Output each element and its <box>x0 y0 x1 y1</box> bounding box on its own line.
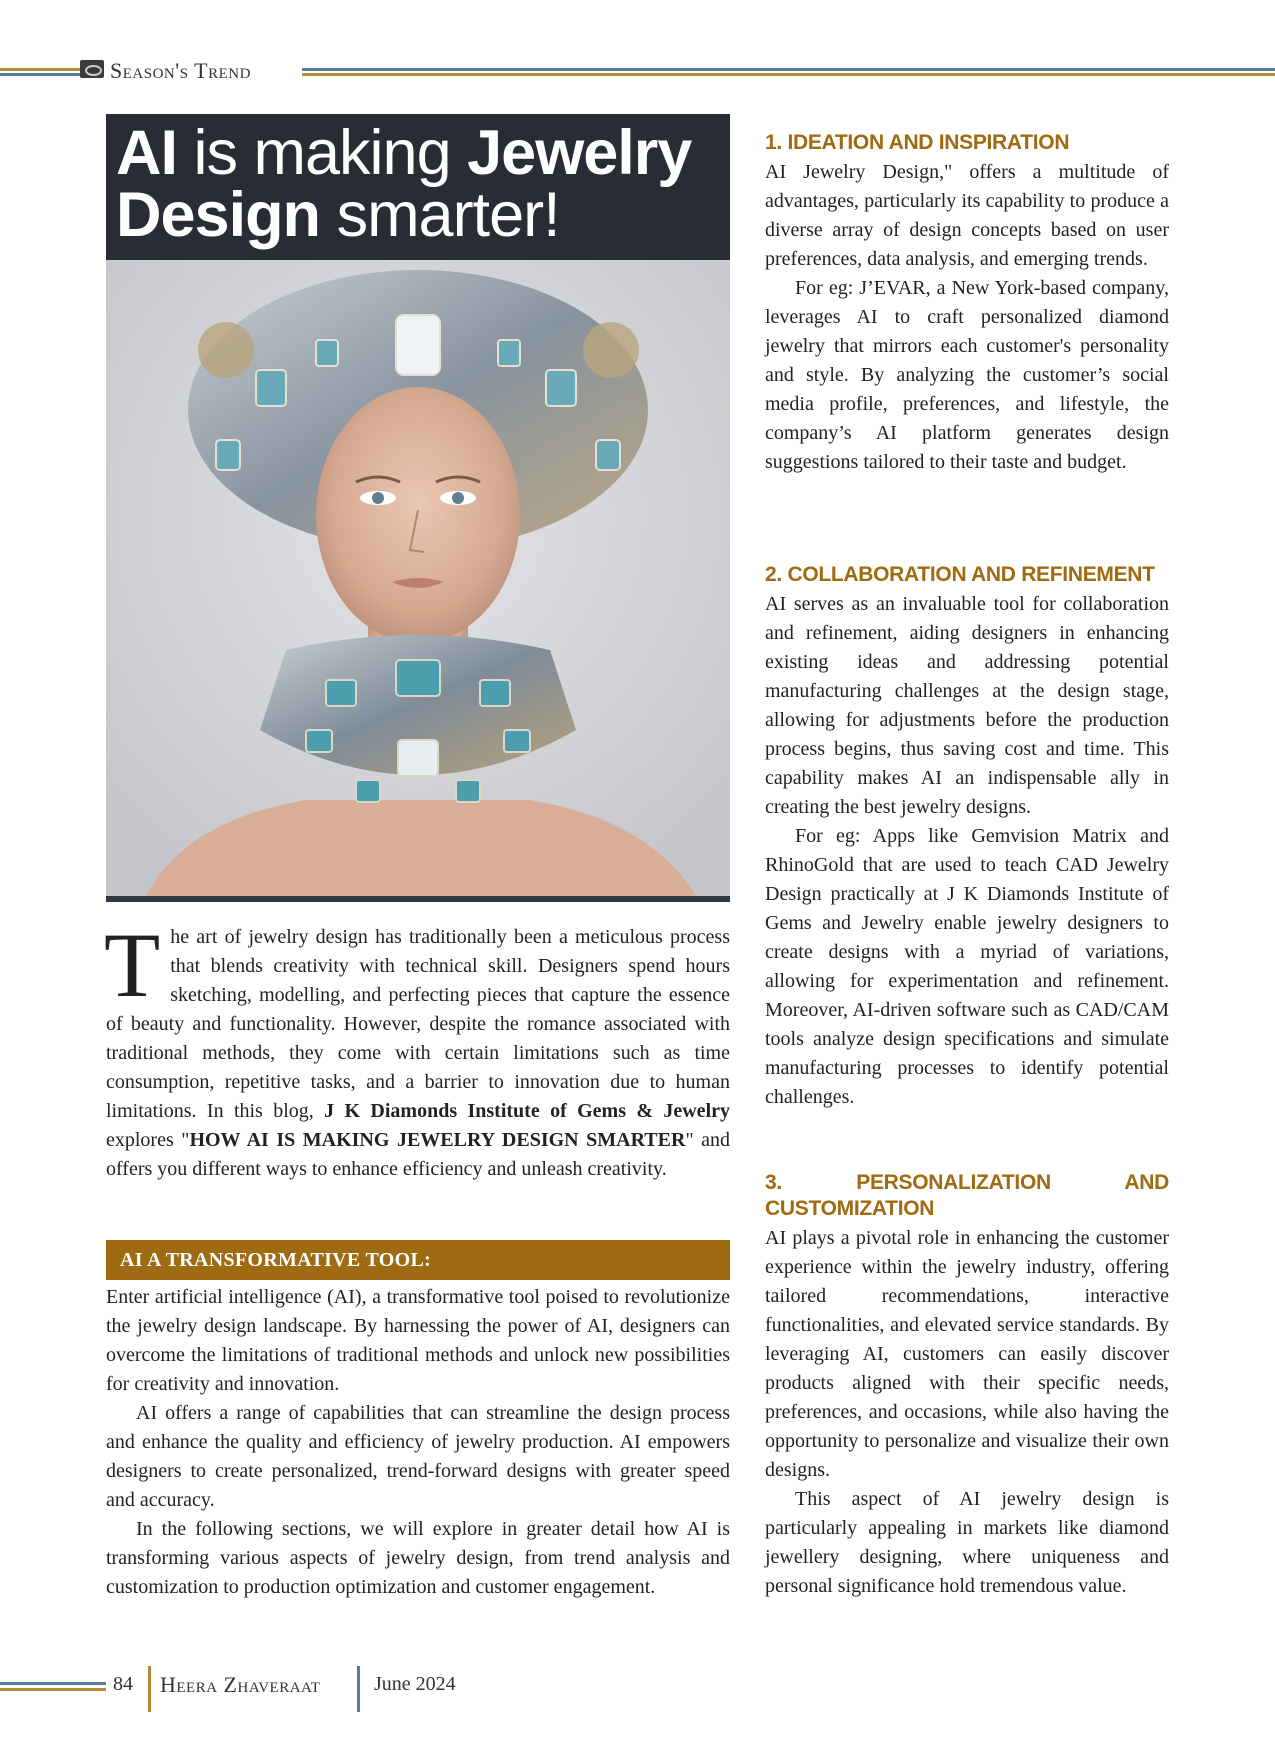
footer-rule-gold <box>0 1688 106 1691</box>
article-title <box>116 118 722 250</box>
subheading-bar <box>106 1240 730 1280</box>
title-word: Jewelry <box>467 118 692 188</box>
paragraph: AI Jewelry Design," offers a multitude of advantages, particularly its capability to produce a diverse array of design concepts based on user preferences, data analysis, and emerging trends. <box>765 161 1169 270</box>
subheading-transformative: AI A TRANSFORMATIVE TOOL: <box>120 1249 432 1271</box>
footer-rule-blue <box>0 1682 106 1685</box>
paragraph: AI plays a pivotal role in enhancing the customer experience within the jewelry industry, offering tailored recommendations, interactive functionalities, and elevated service standards. By leveraging AI, customers can easily discover products aligned with their specific needs, preferences, and occasions, while also having the opportunity to personalize and visualize their own designs. <box>765 1227 1169 1481</box>
paragraph: This aspect of AI jewelry design is particularly appealing in markets like diamond jewellery designing, where uniqueness and personal significance hold tremendous value. <box>765 1488 1169 1597</box>
header-rule-gold-right <box>302 73 1275 76</box>
transformative-section <box>106 1283 730 1602</box>
institute-name: J K Diamonds Institute of Gems & Jewelry <box>324 1100 730 1122</box>
title-word: AI <box>116 118 177 188</box>
section-label: Season's Trend <box>110 58 251 83</box>
paragraph: For eg: Apps like Gemvision Matrix and RhinoGold that are used to teach CAD Jewelry Design practically at J K Diamonds Institute of Gems and Jewelry enable jewelry designers to create designs with a myriad of variations, allowing for experimentation and refinement. Moreover, AI-driven software such as CAD/CAM tools analyze design specifications and simulate manufacturing processes to identify potential challenges. <box>765 825 1169 1108</box>
section-ideation <box>765 130 1169 477</box>
issue-date: June 2024 <box>374 1673 456 1695</box>
intro-text: he art of jewelry design has traditionally been a meticulous process that blends creativity with technical skill. Designers spend hours sketching, modelling, and perfecting pieces that capture the essence of beauty and functionality. However, despite the romance associated with traditional methods, they come with certain limitations such as time consumption, repetitive tasks, and a barrier to innovation due to human limitations. In this blog, <box>106 926 730 1122</box>
intro-text: explores " <box>106 1129 190 1151</box>
title-word: is making <box>193 118 451 188</box>
paragraph: AI serves as an invaluable tool for collaboration and refinement, aiding designers in enhancing existing ideas and addressing potential manufacturing challenges at the design stage, allowing for adjustments before the production process begins, thus saving cost and time. This capability makes AI an indispensable ally in creating the best jewelry designs. <box>765 593 1169 818</box>
section-heading: 1. IDEATION AND INSPIRATION <box>765 131 1070 154</box>
photo-caption-bar <box>106 896 730 902</box>
header-rule-blue-right <box>302 68 1275 71</box>
paragraph: For eg: J’EVAR, a New York-based company, leverages AI to craft personalized diamond jewelry that mirrors each customer's personality and style. By analyzing the customer’s social media profile, preferences, and lifestyle, the company’s AI platform generates design suggestions tailored to their taste and budget. <box>765 277 1169 473</box>
section-heading: 3. PERSONALIZATION AND CUSTOMIZATION <box>765 1171 1169 1220</box>
paragraph: AI offers a range of capabilities that can streamline the design process and enhance the quality and efficiency of jewelry production. AI empowers designers to create personalized, trend-forward designs with greater speed and accuracy. <box>106 1402 730 1511</box>
drop-cap: T <box>104 914 161 1016</box>
jewelry-model-photo <box>106 260 730 896</box>
intro-paragraph <box>104 914 730 1184</box>
brand-logo-icon <box>80 60 104 78</box>
paragraph: Enter artificial intelligence (AI), a transformative tool poised to revolutionize the jewelry design landscape. By harnessing the power of AI, designers can overcome the limitations of traditional methods and unlock new possibilities for creativity and innovation. <box>106 1286 730 1395</box>
footer-divider <box>357 1666 360 1712</box>
paragraph: In the following sections, we will explore in greater detail how AI is transforming various aspects of jewelry design, from trend analysis and customization to production optimization and customer engagement. <box>106 1518 730 1598</box>
intro-text: " and offers you different ways to enhance efficiency and unleash creativity. <box>106 1129 730 1180</box>
section-personalization <box>765 1170 1169 1601</box>
header-rule-gold <box>0 68 80 71</box>
header-rule-blue <box>0 73 80 76</box>
section-heading: 2. COLLABORATION AND REFINEMENT <box>765 563 1155 586</box>
publication-name: Heera Zhaveraat <box>160 1672 321 1697</box>
section-collaboration <box>765 562 1169 1112</box>
title-word: Design <box>116 180 321 250</box>
article-title-box <box>106 114 730 260</box>
model-illustration <box>106 260 730 896</box>
page-number: 84 <box>113 1673 133 1695</box>
blog-title-ref: HOW AI IS MAKING JEWELRY DESIGN SMARTER <box>189 1129 686 1151</box>
title-word: smarter! <box>336 180 560 250</box>
footer-divider <box>148 1666 151 1712</box>
